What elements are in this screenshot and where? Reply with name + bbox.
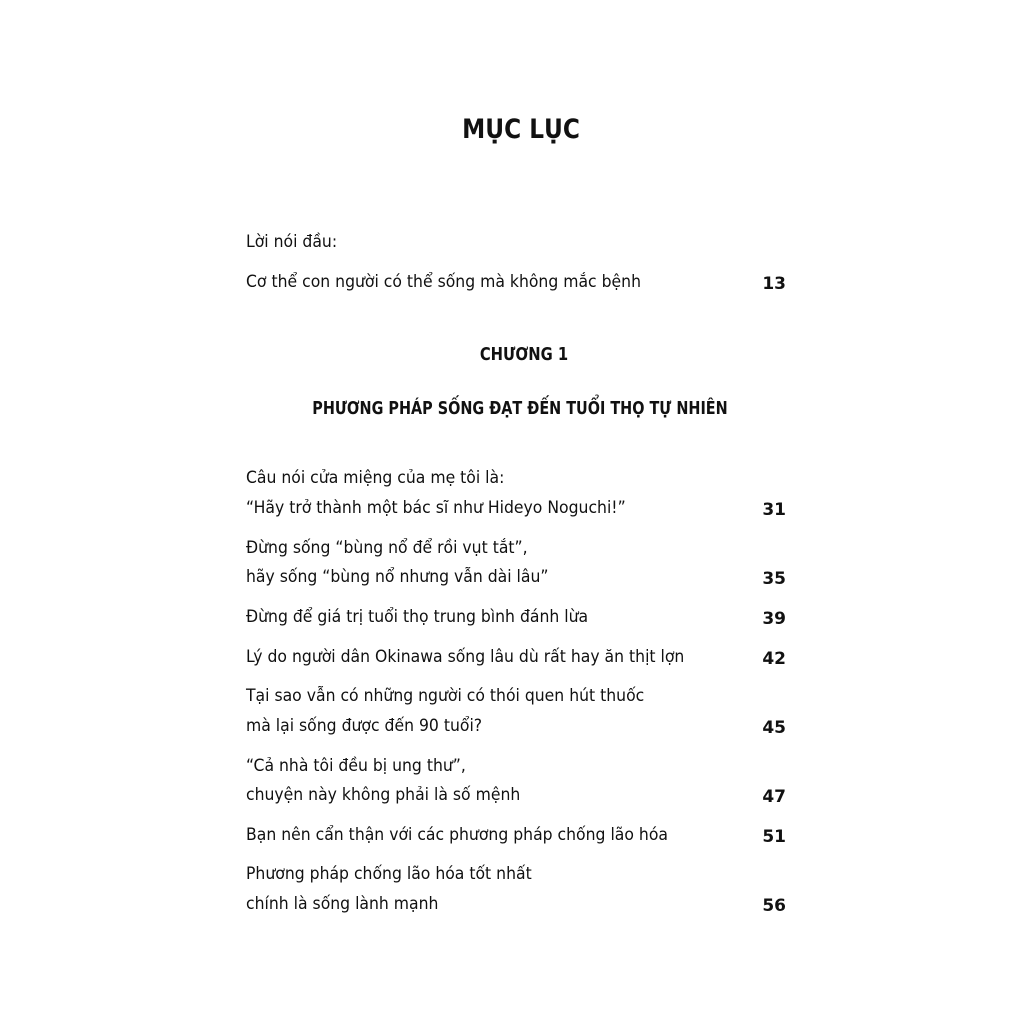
- toc-entry-line: mà lại sống được đến 90 tuổi?: [246, 716, 483, 736]
- page-title: MỤC LỤC: [462, 114, 580, 145]
- toc-entry-line: Đừng sống “bùng nổ để rồi vụt tắt”,: [246, 538, 528, 558]
- toc-entry-line: Câu nói cửa miệng của mẹ tôi là:: [246, 468, 505, 488]
- preface-title: Cơ thể con người có thể sống mà không mắc bệnh: [246, 272, 642, 292]
- toc-entry-line: hãy sống “bùng nổ nhưng vẫn dài lâu”: [246, 567, 549, 587]
- toc-entry-line: Lý do người dân Okinawa sống lâu dù rất hay ăn thịt lợn: [246, 647, 685, 667]
- toc-entry-page-number: 42: [762, 649, 786, 669]
- toc-entry-page-number: 56: [762, 896, 786, 916]
- toc-entry-line: Đừng để giá trị tuổi thọ trung bình đánh lừa: [246, 607, 589, 627]
- toc-entry-line: Bạn nên cẩn thận với các phương pháp chống lão hóa: [246, 825, 668, 845]
- toc-entry-line: “Hãy trở thành một bác sĩ như Hideyo Noguchi!”: [246, 498, 626, 518]
- toc-entry-page-number: 51: [762, 827, 786, 847]
- chapter-number: CHƯƠNG 1: [479, 344, 569, 365]
- toc-entry-line: Tại sao vẫn có những người có thói quen hút thuốc: [246, 686, 645, 706]
- toc-entry-line: “Cả nhà tôi đều bị ung thư”,: [246, 756, 466, 776]
- toc-entry-line: chuyện này không phải là số mệnh: [246, 785, 521, 805]
- chapter-title: PHƯƠNG PHÁP SỐNG ĐẠT ĐẾN TUỔI THỌ TỰ NHIÊN: [312, 398, 728, 419]
- toc-entry-page-number: 45: [762, 718, 786, 738]
- toc-entry-page-number: 35: [762, 569, 786, 589]
- preface-page-number: 13: [762, 274, 786, 294]
- toc-entry-page-number: 47: [762, 787, 786, 807]
- toc-entry-line: chính là sống lành mạnh: [246, 894, 439, 914]
- toc-entry-page-number: 31: [762, 500, 786, 520]
- toc-entry-line: Phương pháp chống lão hóa tốt nhất: [246, 864, 532, 884]
- preface-label: Lời nói đầu:: [246, 232, 338, 252]
- toc-entry-page-number: 39: [762, 609, 786, 629]
